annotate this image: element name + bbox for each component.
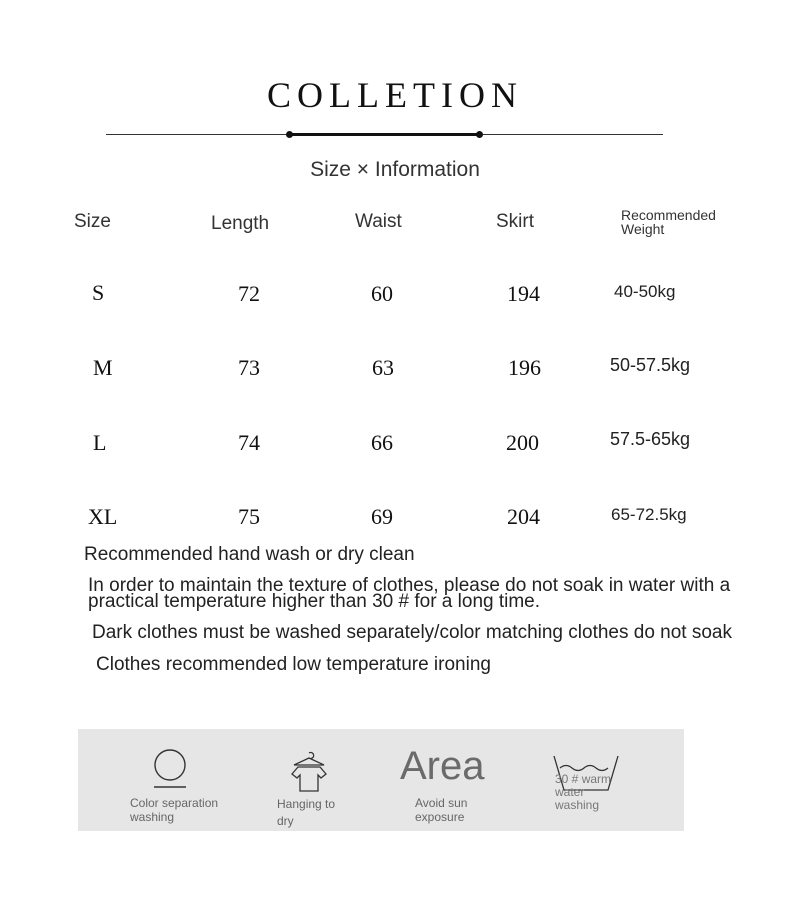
divider-accent	[290, 133, 480, 136]
care-instruction: practical temperature higher than 30 # for a long time.	[88, 591, 541, 612]
size-cell: S	[92, 280, 105, 305]
weight-cell: 40-50kg	[614, 282, 676, 301]
weight-cell: 50-57.5kg	[610, 355, 691, 375]
length-cell: 75	[238, 504, 260, 529]
icon-label: Color separation	[130, 796, 219, 810]
icon-label: washing	[130, 810, 175, 824]
icon-label: Hanging to	[277, 797, 336, 811]
weight-cell: 65-72.5kg	[611, 505, 687, 524]
length-cell: 72	[238, 281, 260, 306]
waist-cell: 60	[371, 281, 393, 306]
column-header-size: Size	[74, 211, 111, 232]
skirt-cell: 194	[507, 281, 540, 306]
waist-cell: 63	[372, 355, 394, 380]
waist-cell: 66	[371, 430, 393, 455]
icon-label: water	[555, 785, 585, 799]
section-subtitle: Size × Information	[310, 158, 480, 181]
skirt-cell: 204	[507, 504, 540, 529]
divider-dot-left	[286, 131, 293, 138]
skirt-cell: 200	[506, 430, 539, 455]
shirt-hanger-icon	[290, 751, 328, 793]
column-header-length: Length	[211, 213, 270, 234]
size-cell: M	[93, 355, 113, 380]
column-header-skirt: Skirt	[496, 211, 534, 232]
size-cell: L	[93, 430, 107, 455]
column-header-waist: Waist	[355, 211, 402, 232]
length-cell: 73	[238, 355, 260, 380]
circle-icon	[152, 748, 188, 790]
icon-label: 30 # warm	[555, 772, 612, 786]
divider-dot-right	[476, 131, 483, 138]
icon-label: exposure	[415, 810, 465, 824]
icon-label: dry	[277, 814, 294, 828]
size-cell: XL	[88, 504, 118, 529]
column-header-weight-line1: Recommended	[621, 207, 716, 223]
column-header-weight-line2: Weight	[621, 221, 665, 237]
care-instruction: In order to maintain the texture of clothes, please do not soak in water with a	[88, 575, 731, 596]
page-title: COLLETION	[267, 75, 523, 115]
waist-cell: 69	[371, 504, 393, 529]
care-instruction: Recommended hand wash or dry clean	[84, 544, 415, 565]
length-cell: 74	[238, 430, 260, 455]
weight-cell: 57.5-65kg	[610, 429, 691, 449]
area-text: Area	[400, 744, 485, 788]
icon-label: washing	[555, 798, 600, 812]
care-instruction: Dark clothes must be washed separately/color matching clothes do not soak	[92, 622, 732, 643]
care-instruction: Clothes recommended low temperature ironing	[96, 654, 491, 675]
skirt-cell: 196	[508, 355, 541, 380]
icon-label: Avoid sun	[415, 796, 468, 810]
